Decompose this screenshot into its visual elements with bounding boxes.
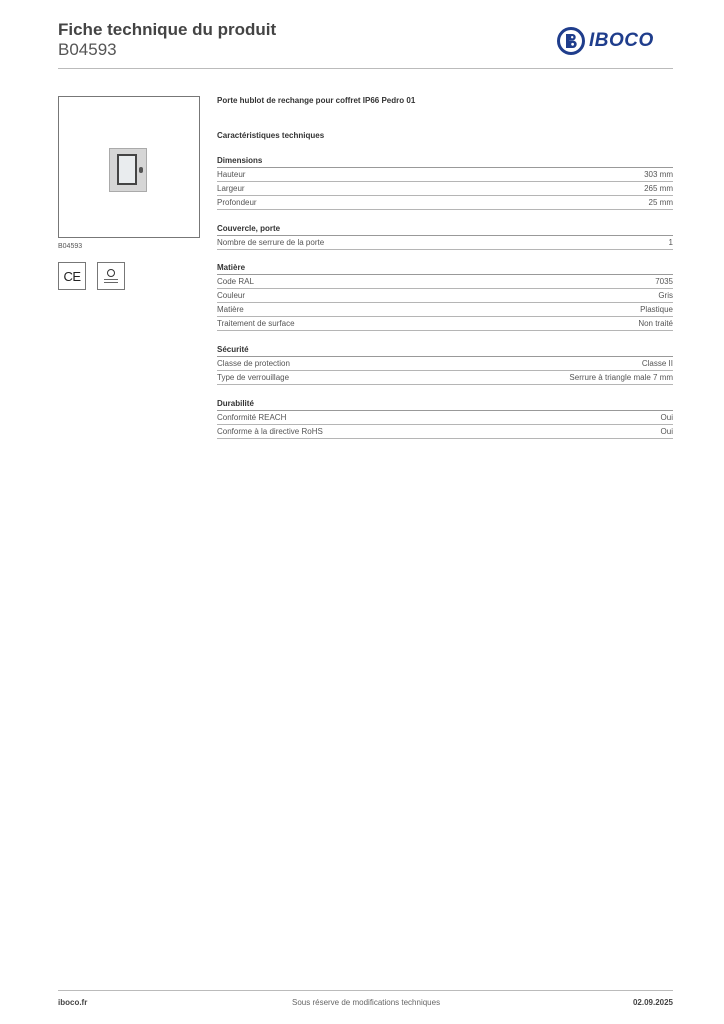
certification-mark-icon <box>97 262 125 290</box>
row-value: Gris <box>658 291 673 300</box>
row-label: Conforme à la directive RoHS <box>217 427 323 436</box>
table-row <box>217 168 673 182</box>
section-title: Sécurité <box>217 343 673 357</box>
row-label: Traitement de surface <box>217 319 295 328</box>
section-dimensions <box>217 154 673 210</box>
row-label: Couleur <box>217 291 246 300</box>
image-caption: B04593 <box>58 243 83 250</box>
table-row <box>217 196 673 210</box>
row-value: Plastique <box>640 305 673 314</box>
door-window <box>117 154 137 185</box>
row-label: Type de verrouillage <box>217 373 290 382</box>
iboco-logo-icon <box>557 27 585 55</box>
table-row <box>217 425 673 439</box>
row-value: Non traité <box>638 319 673 328</box>
row-label: Matière <box>217 305 244 314</box>
row-value: Oui <box>660 413 673 422</box>
section-cover-door <box>217 222 673 250</box>
row-value: Serrure à triangle male 7 mm <box>569 373 673 382</box>
section-material <box>217 261 673 331</box>
section-title: Couvercle, porte <box>217 222 673 236</box>
section-sustainability <box>217 397 673 439</box>
row-label: Code RAL <box>217 277 254 286</box>
product-image[interactable] <box>58 96 200 238</box>
table-row <box>217 371 673 385</box>
row-label: Nombre de serrure de la porte <box>217 238 325 247</box>
product-name: Porte hublot de rechange pour coffret IP66 Pedro 01 <box>217 96 416 105</box>
table-row <box>217 303 673 317</box>
door-lock <box>139 167 143 173</box>
brand-logo[interactable] <box>557 27 654 55</box>
tech-heading: Caractéristiques techniques <box>217 131 325 140</box>
row-label: Profondeur <box>217 198 257 207</box>
mark-line <box>104 282 118 283</box>
table-row <box>217 411 673 425</box>
row-label: Classe de protection <box>217 359 290 368</box>
row-value: 25 mm <box>648 198 673 207</box>
table-row <box>217 357 673 371</box>
logo-text: IBOCO <box>589 30 654 51</box>
footer-divider <box>58 990 673 991</box>
row-value: 1 <box>668 238 673 247</box>
row-value: 7035 <box>655 277 673 286</box>
row-label: Conformité REACH <box>217 413 287 422</box>
table-row <box>217 182 673 196</box>
row-value: 303 mm <box>644 170 673 179</box>
section-security <box>217 343 673 385</box>
page-title: Fiche technique du produit <box>58 20 277 39</box>
row-label: Largeur <box>217 184 245 193</box>
footer-website-link[interactable]: iboco.fr <box>58 998 88 1007</box>
ce-mark-text: CE <box>63 268 81 284</box>
round-mark-icon <box>107 269 115 277</box>
footer-date: 02.09.2025 <box>632 998 673 1007</box>
footer-note: Sous réserve de modifications techniques <box>292 998 441 1007</box>
product-door-image <box>109 148 147 192</box>
ce-mark-icon <box>58 262 86 290</box>
row-label: Hauteur <box>217 170 246 179</box>
section-title: Matière <box>217 261 673 275</box>
row-value: 265 mm <box>644 184 673 193</box>
section-title: Dimensions <box>217 154 673 168</box>
table-row <box>217 317 673 331</box>
mark-line <box>104 279 118 280</box>
table-row <box>217 289 673 303</box>
row-value: Classe II <box>641 359 673 368</box>
row-value: Oui <box>660 427 673 436</box>
table-row <box>217 275 673 289</box>
table-row <box>217 236 673 250</box>
product-code: B04593 <box>58 40 117 59</box>
header-divider <box>58 68 673 69</box>
section-title: Durabilité <box>217 397 673 411</box>
